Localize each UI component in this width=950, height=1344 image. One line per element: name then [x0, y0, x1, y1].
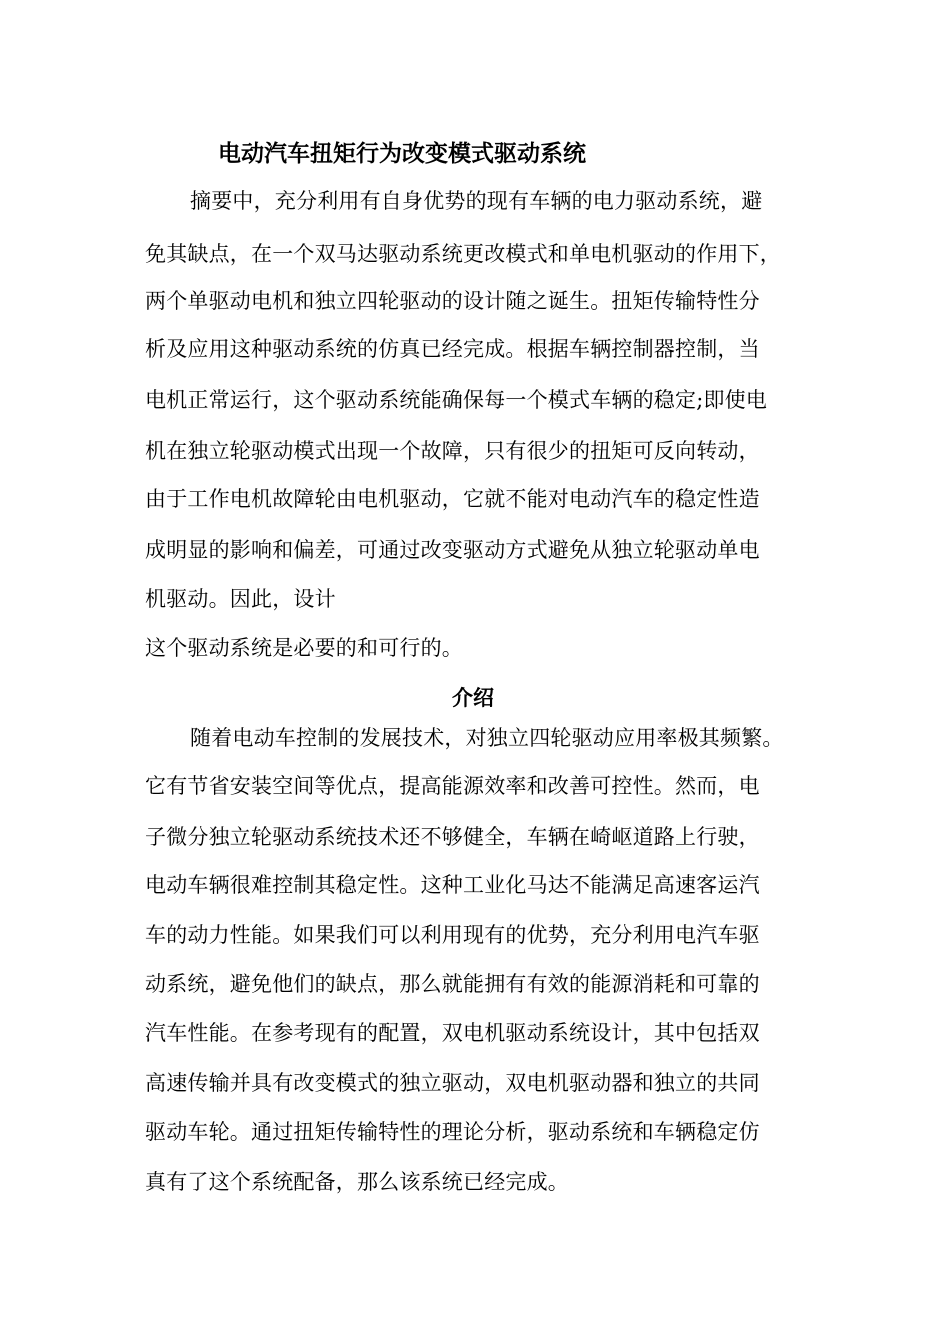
intro-line: 高速传输并具有改变模式的独立驱动，双电机驱动器和独立的共同	[145, 1071, 760, 1095]
intro-line: 电动车辆很难控制其稳定性。这种工业化马达不能满足高速客运汽	[145, 873, 760, 897]
abstract-line: 析及应用这种驱动系统的仿真已经完成。根据车辆控制器控制，当	[145, 337, 760, 361]
abstract-line: 成明显的影响和偏差，可通过改变驱动方式避免从独立轮驱动单电	[145, 538, 760, 562]
intro-line: 它有节省安装空间等优点，提高能源效率和改善可控性。然而，电	[145, 774, 760, 798]
intro-line: 随着电动车控制的发展技术，对独立四轮驱动应用率极其频繁。	[190, 726, 784, 750]
abstract-line: 电机正常运行，这个驱动系统能确保每一个模式车辆的稳定;即使电	[145, 388, 768, 412]
abstract-line: 机在独立轮驱动模式出现一个故障，只有很少的扭矩可反向转动，	[145, 439, 760, 463]
intro-line: 真有了这个系统配备，那么该系统已经完成。	[145, 1170, 569, 1194]
intro-line: 驱动车轮。通过扭矩传输特性的理论分析，驱动系统和车辆稳定仿	[145, 1120, 760, 1144]
intro-line: 车的动力性能。如果我们可以利用现有的优势，充分利用电汽车驱	[145, 923, 760, 947]
abstract-line: 免其缺点，在一个双马达驱动系统更改模式和单电机驱动的作用下，	[145, 242, 781, 266]
intro-line: 动系统，避免他们的缺点，那么就能拥有有效的能源消耗和可靠的	[145, 972, 760, 996]
abstract-line: 摘要中，充分利用有自身优势的现有车辆的电力驱动系统，避	[190, 189, 763, 213]
document-title: 电动汽车扭矩行为改变模式驱动系统	[218, 140, 586, 167]
abstract-line: 机驱动。因此，设计	[145, 587, 336, 611]
abstract-line: 两个单驱动电机和独立四轮驱动的设计随之诞生。扭矩传输特性分	[145, 289, 760, 313]
intro-line: 汽车性能。在参考现有的配置，双电机驱动系统设计，其中包括双	[145, 1021, 760, 1045]
abstract-line: 这个驱动系统是必要的和可行的。	[145, 636, 463, 660]
intro-line: 子微分独立轮驱动系统技术还不够健全，车辆在崎岖道路上行驶，	[145, 825, 760, 849]
section-heading-introduction: 介绍	[452, 685, 494, 710]
abstract-line: 由于工作电机故障轮由电机驱动，它就不能对电动汽车的稳定性造	[145, 487, 760, 511]
